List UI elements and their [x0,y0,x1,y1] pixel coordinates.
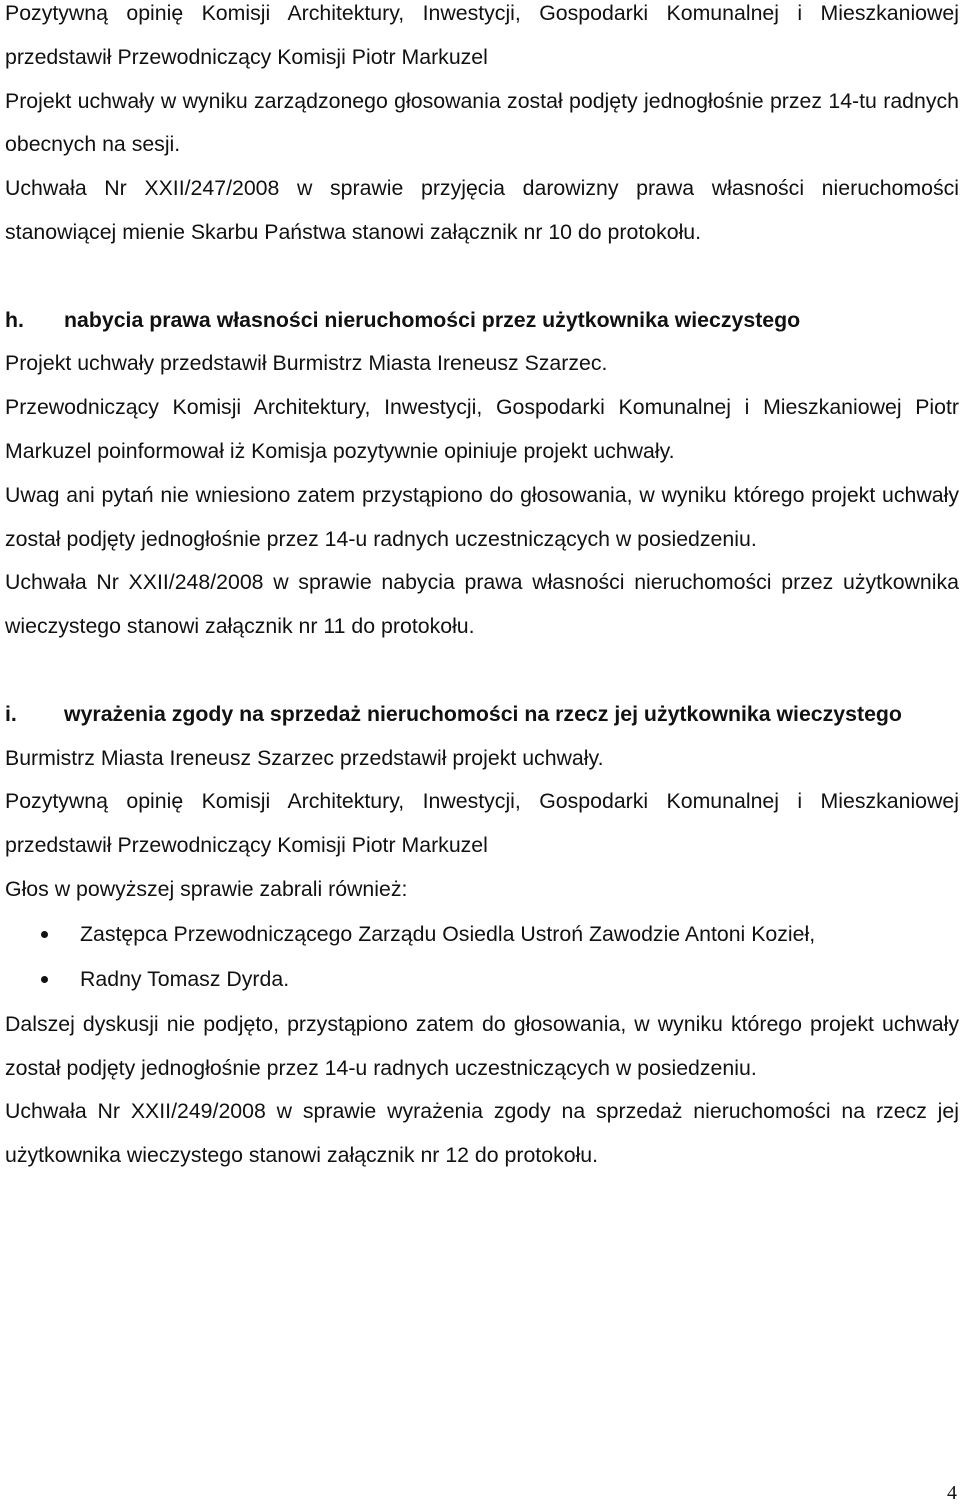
paragraph-committee-opinion: Przewodniczący Komisji Architektury, Inwestycji, Gospodarki Komunalnej i Mieszkaniowej Piotr Markuzel poinformował iż Komisja pozytywnie opiniuje projekt uchwały. [5,395,959,463]
paragraph-opinion: Pozytywną opinię Komisji Architektury, Inwestycji, Gospodarki Komunalnej i Mieszkaniowej przedstawił Przewodniczący Komisji Piotr Markuzel [5,789,959,858]
section-title: nabycia prawa własności nieruchomości przez użytkownika wieczystego [64,307,801,332]
paragraph-speakers-intro: Głos w powyższej sprawie zabrali również: [5,876,408,901]
spacer [5,255,959,299]
bullet-icon [41,931,48,938]
list-item [5,912,959,958]
list-item-text: Zastępca Przewodniczącego Zarządu Osiedla Ustroń Zawodzie Antoni Kozieł, [80,921,816,946]
paragraph-vote-result: Dalszej dyskusji nie podjęto, przystąpiono zatem do głosowania, w wyniku którego projekt uchwały został podjęty jednogłośnie przez 14-u radnych uczestniczących w posiedzeniu. [5,1011,959,1080]
spacer [5,649,959,693]
paragraph-resolution-247: Uchwała Nr XXII/247/2008 w sprawie przyjęcia darowizny prawa własności nieruchomości stanowiącej mienie Skarbu Państwa stanowi załącznik nr 10 do protokołu. [5,176,959,244]
section-letter: i. [5,701,17,726]
bullet-icon [41,976,48,983]
section-title: wyrażenia zgody na sprzedaż nieruchomości na rzecz jej użytkownika wieczystego [64,701,902,726]
speakers-list [5,912,959,1003]
paragraph-resolution-248: Uchwała Nr XXII/248/2008 w sprawie nabycia prawa własności nieruchomości przez użytkownika wieczystego stanowi załącznik nr 11 do protokołu. [5,570,959,639]
page-number: 4 [947,1482,957,1504]
list-item-text: Radny Tomasz Dyrda. [80,967,290,992]
paragraph-presented: Projekt uchwały przedstawił Burmistrz Miasta Ireneusz Szarzec. [5,351,608,376]
document-page [5,0,959,1178]
paragraph-opinion: Pozytywną opinię Komisji Architektury, Inwestycji, Gospodarki Komunalnej i Mieszkaniowej przedstawił Przewodniczący Komisji Piotr Markuzel [5,1,959,69]
section-heading-h [5,299,959,343]
paragraph-vote-result: Uwag ani pytań nie wniesiono zatem przystąpiono do głosowania, w wyniku którego projekt uchwały został podjęty jednogłośnie przez 14-u radnych uczestniczących w posiedzeniu. [5,482,959,551]
section-letter: h. [5,307,24,332]
paragraph-presented: Burmistrz Miasta Ireneusz Szarzec przedstawił projekt uchwały. [5,745,604,770]
section-heading-i [5,693,959,737]
list-item [5,957,959,1003]
paragraph-vote-result: Projekt uchwały w wyniku zarządzonego głosowania został podjęty jednogłośnie przez 14-tu radnych obecnych na sesji. [5,88,959,157]
paragraph-resolution-249: Uchwała Nr XXII/249/2008 w sprawie wyrażenia zgody na sprzedaż nieruchomości na rzecz jej użytkownika wieczystego stanowi załącznik nr 12 do protokołu. [5,1099,959,1168]
